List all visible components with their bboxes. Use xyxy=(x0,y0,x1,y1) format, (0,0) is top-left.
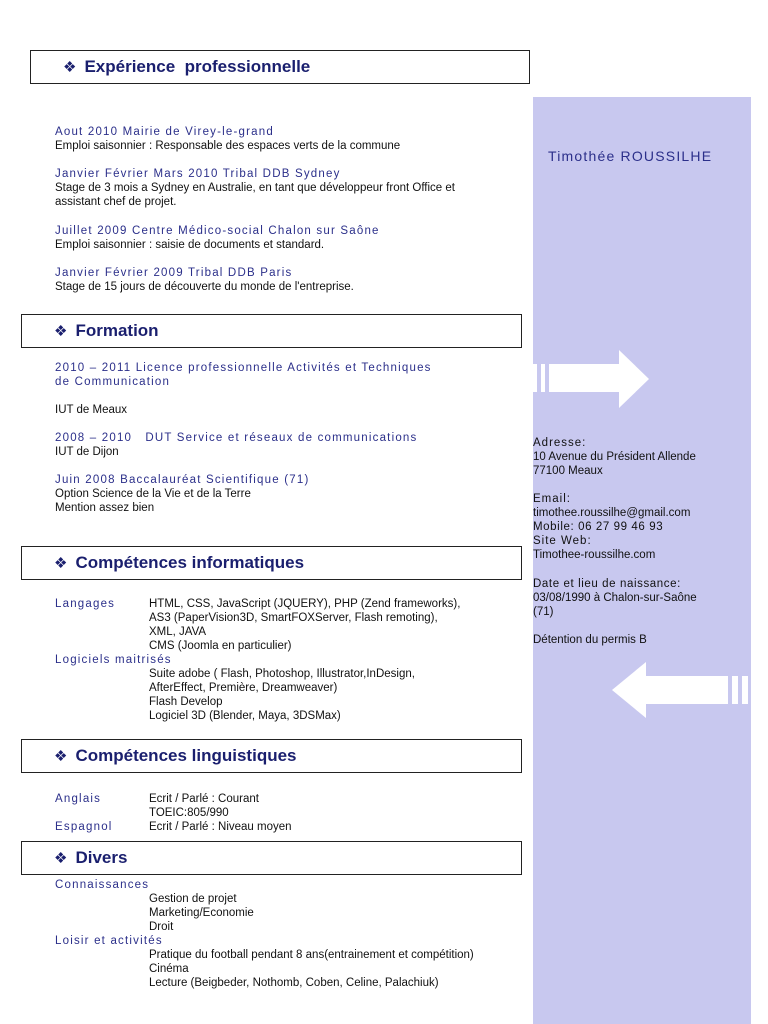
connaissances-line: Gestion de projet xyxy=(149,893,237,905)
person-name: Timothée ROUSSILHE xyxy=(548,148,713,164)
logiciels-line: Logiciel 3D (Blender, Maya, 3DSMax) xyxy=(149,710,341,722)
anglais-label: Anglais xyxy=(55,793,102,805)
email-link[interactable]: timothee.roussilhe@gmail.com xyxy=(533,507,691,519)
diamond-bullet-icon: ❖ xyxy=(54,323,68,340)
section-title: Compétences informatiques xyxy=(75,553,305,572)
permis: Détention du permis B xyxy=(533,634,647,646)
section-competences-linguistiques xyxy=(21,739,522,773)
langages-line: AS3 (PaperVision3D, SmartFOXServer, Flash remoting), xyxy=(149,612,438,624)
experience-line: Emploi saisonnier : Responsable des espaces verts de la commune xyxy=(55,140,401,152)
arrow-left-icon xyxy=(610,662,751,718)
naissance-line: 03/08/1990 à Chalon-sur-Saône xyxy=(533,592,697,604)
arrow-right-icon xyxy=(533,348,653,410)
section-formation xyxy=(21,314,522,348)
section-divers xyxy=(21,841,522,875)
adresse-label: Adresse: xyxy=(533,437,587,449)
diamond-bullet-icon: ❖ xyxy=(54,555,68,572)
logiciels-line: Flash Develop xyxy=(149,696,223,708)
anglais-line: TOEIC:805/990 xyxy=(149,807,229,819)
langages-line: XML, JAVA xyxy=(149,626,207,638)
loisirs-line: Pratique du football pendant 8 ans(entrainement et compétition) xyxy=(149,949,474,961)
loisirs-line: Lecture (Beigbeder, Nothomb, Coben, Celine, Palachiuk) xyxy=(149,977,439,989)
logiciels-label: Logiciels maitrisés xyxy=(55,654,172,666)
section-title: Compétences linguistiques xyxy=(75,746,297,765)
formation-heading: 2010 – 2011 Licence professionnelle Activités et Techniques xyxy=(55,362,432,374)
experience-heading: Aout 2010 Mairie de Virey-le-grand xyxy=(55,126,274,138)
connaissances-line: Droit xyxy=(149,921,174,933)
experience-line: Stage de 15 jours de découverte du monde de l'entreprise. xyxy=(55,281,354,293)
loisirs-label: Loisir et activités xyxy=(55,935,163,947)
formation-line: IUT de Meaux xyxy=(55,404,128,416)
mobile-number: Mobile: 06 27 99 46 93 xyxy=(533,521,664,533)
adresse-line: 77100 Meaux xyxy=(533,465,603,477)
section-competences-informatiques xyxy=(21,546,522,580)
formation-line: Option Science de la Vie et de la Terre xyxy=(55,488,251,500)
naissance-line: (71) xyxy=(533,606,554,618)
formation-line: IUT de Dijon xyxy=(55,446,119,458)
experience-line: Stage de 3 mois a Sydney en Australie, en tant que développeur front Office et xyxy=(55,182,455,194)
experience-heading: Janvier Février Mars 2010 Tribal DDB Sydney xyxy=(55,168,341,180)
connaissances-line: Marketing/Economie xyxy=(149,907,254,919)
diamond-bullet-icon: ❖ xyxy=(54,850,68,867)
formation-line: Mention assez bien xyxy=(55,502,155,514)
naissance-label: Date et lieu de naissance: xyxy=(533,578,681,590)
section-title: Expérience professionnelle xyxy=(84,57,311,76)
experience-line: Emploi saisonnier : saisie de documents et standard. xyxy=(55,239,325,251)
site-link[interactable]: Timothee-roussilhe.com xyxy=(533,549,656,561)
section-title: Divers xyxy=(75,848,128,867)
espagnol-line: Ecrit / Parlé : Niveau moyen xyxy=(149,821,292,833)
anglais-line: Ecrit / Parlé : Courant xyxy=(149,793,259,805)
adresse-line: 10 Avenue du Président Allende xyxy=(533,451,696,463)
connaissances-label: Connaissances xyxy=(55,879,150,891)
email-label: Email: xyxy=(533,493,571,505)
experience-heading: Janvier Février 2009 Tribal DDB Paris xyxy=(55,267,293,279)
espagnol-label: Espagnol xyxy=(55,821,113,833)
logiciels-line: Suite adobe ( Flash, Photoshop, Illustrator,InDesign, xyxy=(149,668,415,680)
diamond-bullet-icon: ❖ xyxy=(63,59,77,76)
langages-line: HTML, CSS, JavaScript (JQUERY), PHP (Zend frameworks), xyxy=(149,598,461,610)
langages-label: Langages xyxy=(55,598,116,610)
formation-heading: Juin 2008 Baccalauréat Scientifique (71) xyxy=(55,474,310,486)
langages-line: CMS (Joomla en particulier) xyxy=(149,640,292,652)
formation-heading: 2008 – 2010 DUT Service et réseaux de communications xyxy=(55,432,418,444)
loisirs-line: Cinéma xyxy=(149,963,189,975)
formation-heading: de Communication xyxy=(55,376,171,388)
experience-heading: Juillet 2009 Centre Médico-social Chalon sur Saône xyxy=(55,225,380,237)
section-title: Formation xyxy=(75,321,159,340)
logiciels-line: AfterEffect, Première, Dreamweaver) xyxy=(149,682,338,694)
diamond-bullet-icon: ❖ xyxy=(54,748,68,765)
experience-line: assistant chef de projet. xyxy=(55,196,177,208)
section-experience xyxy=(30,50,530,84)
site-label: Site Web: xyxy=(533,535,592,547)
